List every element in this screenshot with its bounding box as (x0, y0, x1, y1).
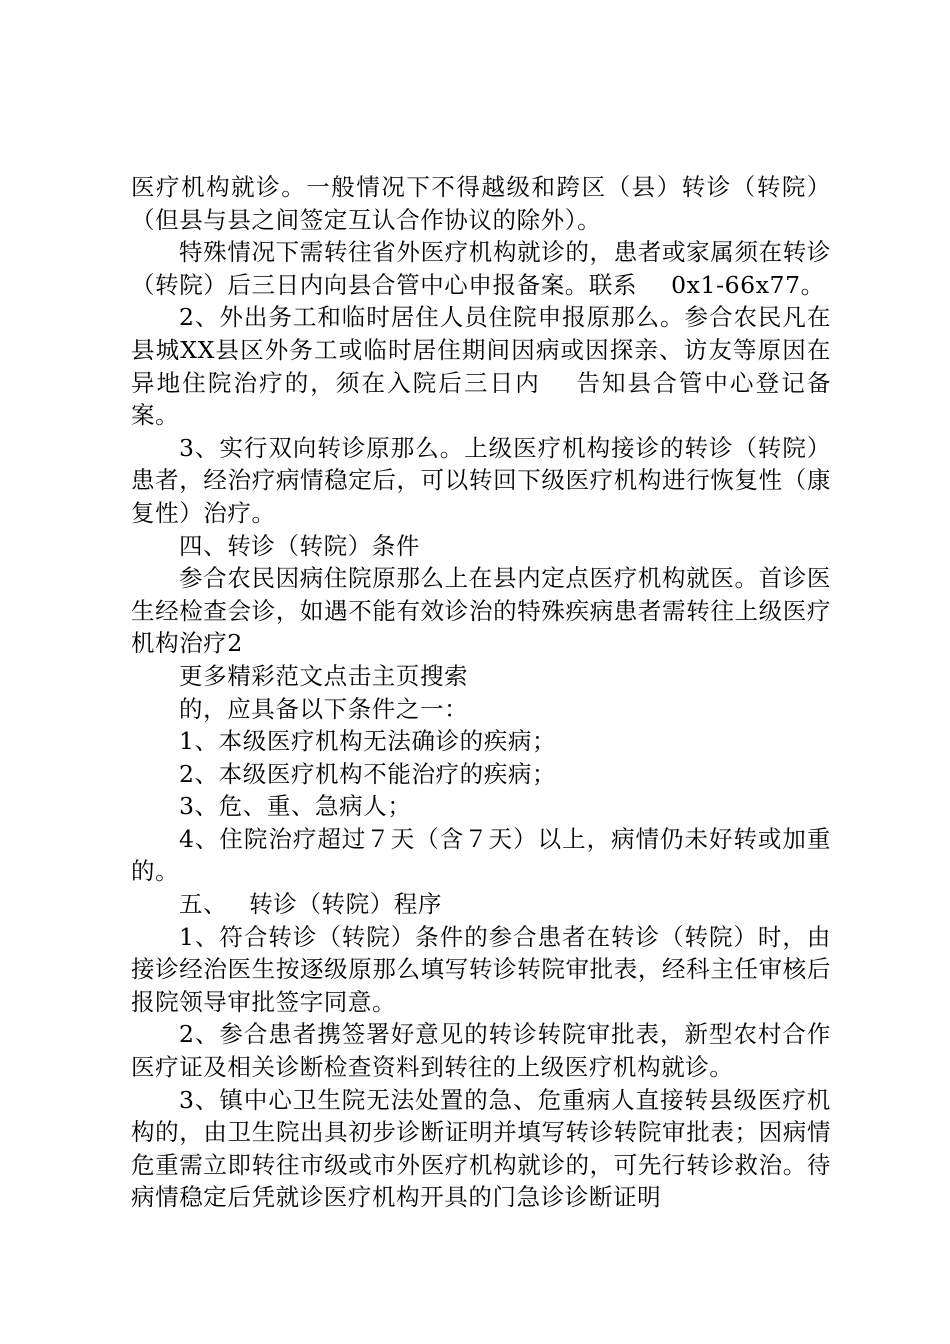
paragraph-text: 3、镇中心卫生院无法处置的急、危重病人直接转县级医疗机构的，由卫生院出具初步诊断证明并填写转诊转院审批表；因病情危重需立即转往市级或市外医疗机构就诊的，可先行转诊救治。待病情稳定后凭就诊医疗机构开具的门急诊诊断证明 (131, 1085, 831, 1212)
promo-line (131, 660, 831, 693)
promo-text: 更多精彩范文点击主页搜索 (179, 661, 469, 690)
section-heading-procedure (131, 888, 831, 921)
condition-item (131, 823, 831, 888)
paragraph-text: 参合农民因病住院原那么上在县内定点医疗机构就医。首诊医生经检查会诊，如遇不能有效诊治的特殊疾病患者需转往上级医疗机构治疗2 (131, 564, 831, 658)
paragraph-text: 医疗机构就诊。一般情况下不得越级和跨区（县）转诊（转院）（但县与县之间签定互认合作协议的除外）。 (131, 173, 831, 234)
condition-item (131, 790, 831, 823)
contact-number: 0x1-66x77。 (671, 270, 825, 299)
condition-item (131, 725, 831, 758)
paragraph-text: 特殊情况下需转往省外医疗机构就诊的，患者或家属须在转诊（转院）后三日内向县合管中心申报备案。联系 (131, 238, 831, 299)
paragraph-migrant-workers (131, 301, 831, 431)
procedure-item (131, 1084, 831, 1214)
paragraph-two-way-referral (131, 432, 831, 530)
paragraph-conditions-lead (131, 693, 831, 726)
paragraph-conditions-intro (131, 562, 831, 660)
condition-item (131, 758, 831, 791)
heading-text: 转诊（转院）程序 (249, 890, 443, 919)
paragraph-text: 告知县合管中心登记备案。 (131, 368, 831, 430)
paragraph-text: 3、实行双向转诊原那么。上级医疗机构接诊的转诊（转院）患者，经治疗病情稳定后，可以转回下级医疗机构进行恢复性（康复性）治疗。 (131, 433, 831, 527)
section-heading-conditions (131, 530, 831, 563)
procedure-item (131, 921, 831, 1019)
list-item-text: 1、本级医疗机构无法确诊的疾病； (179, 727, 557, 756)
procedure-item (131, 1018, 831, 1083)
list-item-text: 3、危、重、急病人； (179, 792, 412, 821)
paragraph-text: 2、外出务工和临时居住人员住院申报原那么。参合农民凡在县城XX县区外务工或临时居住期间因病或因探亲、访友等原因在异地住院治疗的，须在入院后三日内 (131, 303, 831, 397)
paragraph-text: 1、符合转诊（转院）条件的参合患者在转诊（转院）时，由接诊经治医生按逐级原那么填写转诊转院审批表，经科主任审核后报院领导审批签字同意。 (131, 922, 831, 1016)
heading-number: 五、 (179, 890, 228, 919)
list-item-text: 2、本级医疗机构不能治疗的疾病； (179, 759, 557, 788)
heading-text: 四、转诊（转院）条件 (179, 531, 420, 560)
paragraph-continuation (131, 171, 831, 236)
paragraph-special-cases (131, 236, 831, 301)
paragraph-text: 2、参合患者携签署好意见的转诊转院审批表，新型农村合作医疗证及相关诊断检查资料到转往的上级医疗机构就诊。 (131, 1020, 831, 1082)
list-item-text: 4、住院治疗超过７天（含７天）以上，病情仍未好转或加重的。 (131, 824, 831, 886)
paragraph-text: 的，应具备以下条件之一： (179, 694, 469, 723)
document-body (131, 171, 831, 1214)
